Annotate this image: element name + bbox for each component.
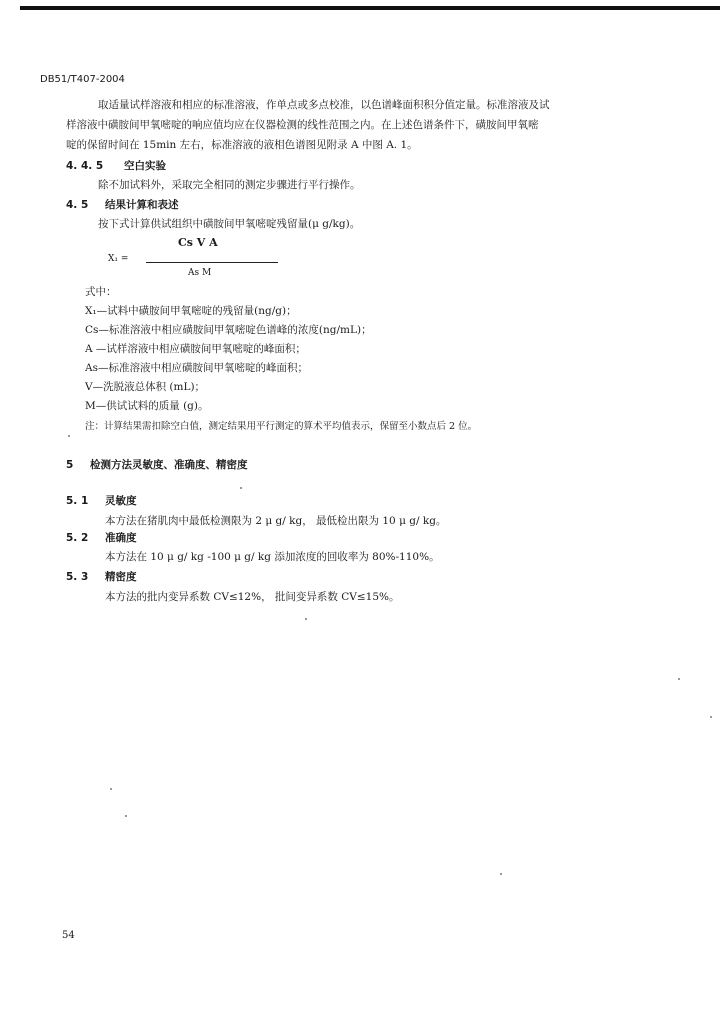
scan-speck [500,873,502,875]
scan-speck [678,678,680,680]
scan-speck [240,487,242,489]
note-text: 注：计算结果需扣除空白值，测定结果用平行测定的算术平均值表示，保留至小数点后 2 位。 [85,421,478,432]
definition-item: V—洗脱液总体积 (mL)； [85,381,206,393]
paragraph-line: 样溶液中磺胺间甲氧嘧啶的响应值均应在仪器检测的线性范围之内。在上述色谱条件下，磺胺间甲氧嘧 [66,119,539,131]
scan-speck [125,815,127,817]
header-rule [20,6,720,10]
formula-lhs: X₁ = [108,254,129,264]
section-number: 5 [66,459,74,471]
section-number: 4. 5 [66,199,89,211]
section-text: 本方法在 10 μ g/ kg -100 μ g/ kg 添加浓度的回收率为 80%-110%。 [105,551,440,563]
scan-speck [68,435,70,437]
section-number: 5. 3 [66,571,89,583]
formula-denominator: As M [188,268,212,278]
section-title: 检测方法灵敏度、准确度、精密度 [90,459,248,471]
page-number: 54 [62,930,75,941]
section-text: 本方法在猪肌肉中最低检测限为 2 μ g/ kg， 最低检出限为 10 μ g/ kg。 [105,515,447,527]
fraction-bar [146,262,278,263]
section-title: 空白实验 [124,160,166,172]
section-text: 除不加试料外，采取完全相同的测定步骤进行平行操作。 [98,179,361,191]
definition-item: Cs—标准溶液中相应磺胺间甲氧嘧啶色谱峰的浓度(ng/mL)； [85,324,372,336]
section-title: 灵敏度 [105,495,137,507]
definition-item: A —试样溶液中相应磺胺间甲氧嘧啶的峰面积； [85,343,306,355]
section-text: 按下式计算供试组织中磺胺间甲氧嘧啶残留量(μ g/kg)。 [98,218,361,230]
section-title: 精密度 [105,571,137,583]
definitions-intro: 式中： [85,286,117,298]
section-number: 5. 1 [66,495,89,507]
section-number: 4. 4. 5 [66,160,104,172]
definition-item: X₁—试料中磺胺间甲氧嘧啶的残留量(ng/g)； [85,305,297,317]
section-title: 结果计算和表述 [105,199,179,211]
scan-speck [305,618,307,620]
standard-code: DB51/T407-2004 [40,74,125,85]
formula-numerator: Cs V A [178,236,218,249]
definition-item: As—标准溶液中相应磺胺间甲氧嘧啶的峰面积； [85,362,308,374]
paragraph-line: 啶的保留时间在 15min 左右，标准溶液的液相色谱图见附录 A 中图 A. 1。 [66,139,418,151]
scan-speck [710,716,712,718]
paragraph-line: 取适量试样溶液和相应的标准溶液，作单点或多点校准，以色谱峰面积积分值定量。标准溶液及试 [98,99,550,111]
section-title: 准确度 [105,532,137,544]
section-number: 5. 2 [66,532,89,544]
definition-item: M—供试试料的质量 (g)。 [85,400,209,412]
section-text: 本方法的批内变异系数 CV≤12%， 批间变异系数 CV≤15%。 [105,591,400,603]
scan-speck [110,788,112,790]
